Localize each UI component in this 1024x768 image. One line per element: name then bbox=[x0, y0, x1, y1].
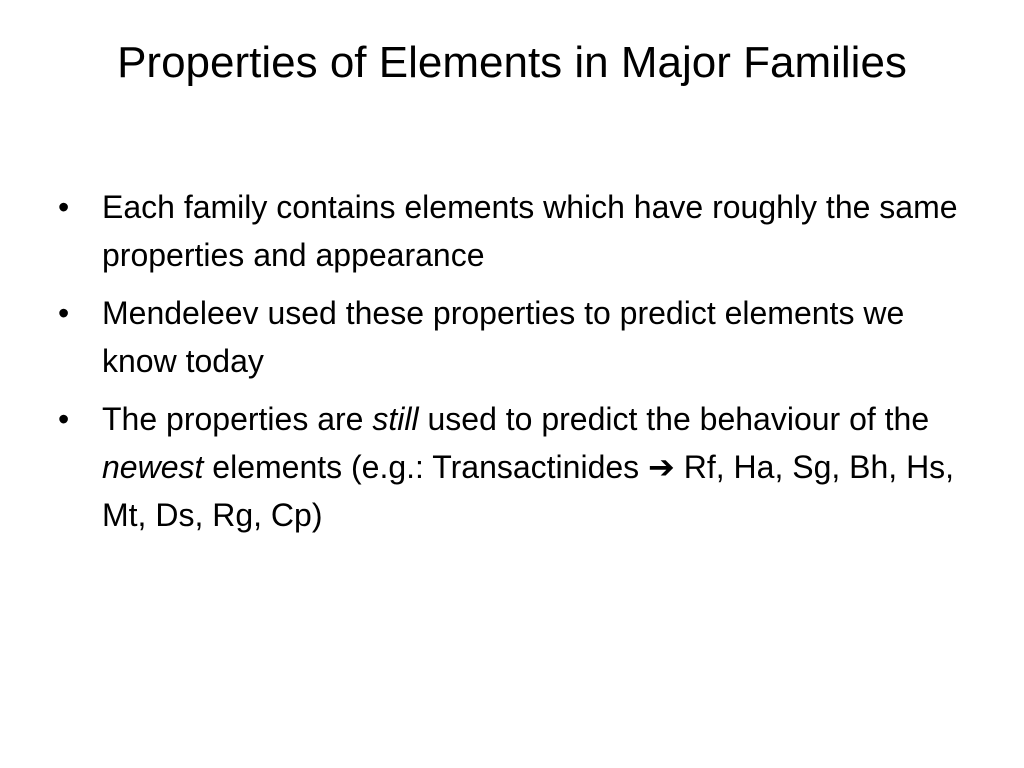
emphasis-still: still bbox=[372, 401, 419, 437]
bullet-item bbox=[56, 183, 976, 279]
bullet-text-part: elements (e.g.: Transactinides bbox=[203, 449, 649, 485]
bullet-text-part: The properties are bbox=[102, 401, 373, 437]
arrow-right-icon: ➔ bbox=[648, 449, 675, 485]
slide-title: Properties of Elements in Major Families bbox=[117, 38, 907, 87]
bullet-mark: • bbox=[58, 189, 70, 225]
bullet-text: Each family contains elements which have roughly the same properties and appearance bbox=[102, 189, 958, 273]
bullet-text-part: Rf, Ha, Sg, Bh, Hs, Mt, Ds, Rg, Cp) bbox=[102, 449, 955, 533]
bullet-item bbox=[56, 289, 976, 385]
emphasis-newest: newest bbox=[102, 449, 204, 485]
bullet-mark: • bbox=[58, 295, 70, 331]
bullet-mark: • bbox=[58, 401, 70, 437]
bullet-text: Mendeleev used these properties to predict elements we know today bbox=[102, 295, 905, 379]
bullet-text-part: used to predict the behaviour of the bbox=[418, 401, 930, 437]
bullet-item bbox=[56, 395, 976, 539]
bullet-list bbox=[56, 183, 976, 549]
